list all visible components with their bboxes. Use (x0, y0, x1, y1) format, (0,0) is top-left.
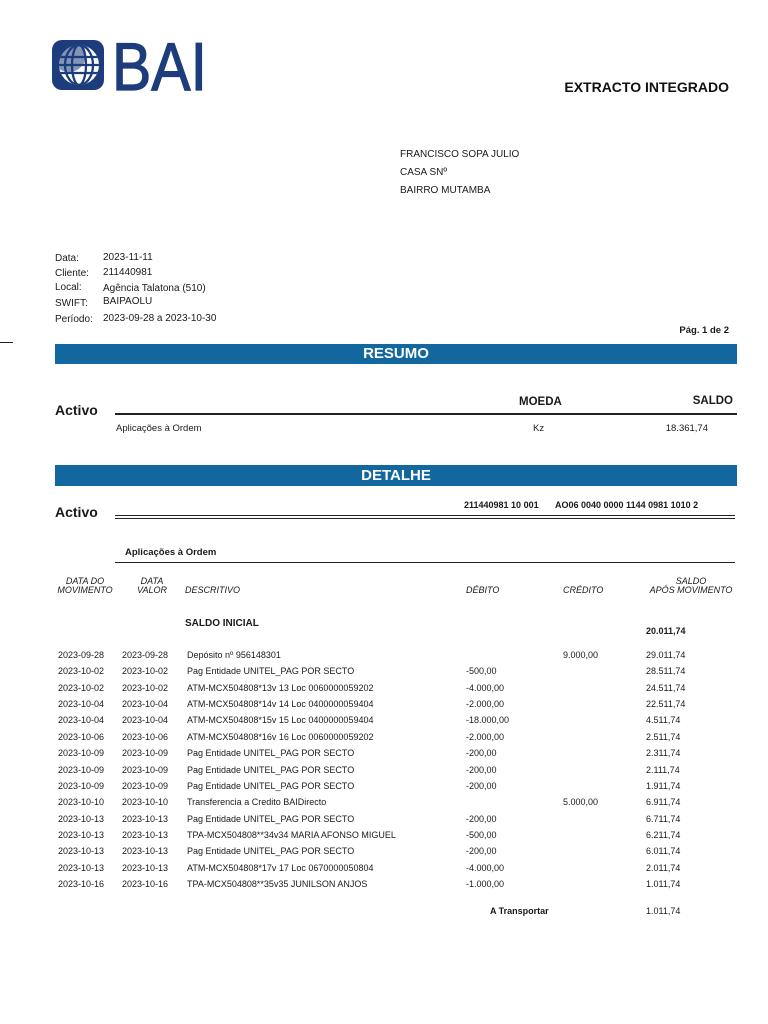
info-value-date: 2023-11-11 (103, 252, 153, 263)
carry-forward-value: 1.011,74 (646, 906, 681, 916)
cell-description: TPA-MCX504808**34v34 MARIA AFONSO MIGUEL (187, 830, 396, 841)
cell-date-movement: 2023-10-02 (58, 682, 105, 693)
address-line-2: BAIRRO MUTAMBA (400, 185, 491, 196)
transaction-row (0, 680, 768, 696)
cell-debit: -200,00 (466, 748, 497, 759)
address-line-1: CASA SNº (400, 167, 448, 178)
opening-balance-value: 20.011,74 (646, 626, 686, 636)
cell-debit: -2.000,00 (466, 698, 505, 709)
summary-currency: Kz (533, 423, 545, 434)
document-title: EXTRACTO INTEGRADO (564, 79, 729, 95)
cell-date-movement: 2023-10-16 (58, 879, 105, 890)
cell-description: TPA-MCX504808**35v35 JUNILSON ANJOS (187, 879, 368, 890)
cell-description: Pag Entidade UNITEL_PAG POR SECTO (187, 764, 355, 775)
col-description: DESCRITIVO (185, 585, 241, 595)
margin-mark (0, 342, 13, 343)
cell-balance: 28.511,74 (646, 666, 686, 677)
carry-forward-label: A Transportar (490, 906, 549, 916)
account-number: 211440981 10 001 (464, 500, 539, 510)
cell-date-value: 2023-10-04 (122, 715, 169, 726)
cell-date-value: 2023-09-28 (122, 649, 169, 660)
summary-account: Aplicações à Ordem (116, 423, 202, 434)
cell-debit: -200,00 (466, 780, 497, 791)
transaction-row (0, 762, 768, 778)
detail-subsection-title: Aplicações à Ordem (125, 547, 217, 558)
info-label-date: Data: (55, 253, 79, 264)
summary-divider (115, 413, 737, 415)
cell-balance: 2.011,74 (646, 862, 681, 873)
cell-date-value: 2023-10-13 (122, 862, 169, 873)
summary-col-currency: MOEDA (519, 396, 562, 408)
info-value-client: 211440981 (103, 267, 153, 278)
cell-date-value: 2023-10-04 (122, 698, 169, 709)
transaction-row (0, 745, 768, 761)
cell-date-movement: 2023-10-04 (58, 715, 105, 726)
info-value-location: Agência Talatona (510) (103, 283, 206, 294)
detail-header-bar: DETALHE (55, 465, 737, 486)
info-label-swift: SWIFT: (55, 298, 88, 309)
cell-description: Pag Entidade UNITEL_PAG POR SECTO (187, 748, 355, 759)
opening-balance-label: SALDO INICIAL (185, 618, 259, 629)
cell-date-value: 2023-10-09 (122, 780, 169, 791)
info-value-period: 2023-09-28 a 2023-10-30 (103, 313, 217, 324)
cell-date-value: 2023-10-02 (122, 666, 169, 677)
cell-date-value: 2023-10-09 (122, 748, 169, 759)
col-balance-after: SALDO APÓS MOVIMENTO (649, 576, 733, 595)
transactions-table (0, 647, 768, 893)
cell-date-movement: 2023-10-13 (58, 830, 105, 841)
cell-date-movement: 2023-10-06 (58, 731, 105, 742)
cell-debit: -2.000,00 (466, 731, 505, 742)
cell-description: ATM-MCX504808*14v 14 Loc 0400000059404 (187, 698, 374, 709)
transaction-row (0, 843, 768, 859)
cell-date-movement: 2023-10-13 (58, 846, 105, 857)
transaction-row (0, 647, 768, 663)
cell-date-value: 2023-10-10 (122, 797, 169, 808)
cell-debit: -4.000,00 (466, 862, 505, 873)
info-label-location: Local: (55, 282, 82, 293)
cell-debit: -18.000,00 (466, 715, 510, 726)
cell-description: ATM-MCX504808*13v 13 Loc 0060000059202 (187, 682, 374, 693)
cell-balance: 2.111,74 (646, 764, 680, 775)
transaction-row (0, 827, 768, 843)
cell-balance: 2.311,74 (646, 748, 681, 759)
cell-date-movement: 2023-10-13 (58, 813, 105, 824)
cell-balance: 6.211,74 (646, 830, 681, 841)
cell-debit: -500,00 (466, 830, 497, 841)
info-value-swift: BAIPAOLU (103, 296, 153, 307)
cell-description: ATM-MCX504808*17v 17 Loc 0670000050804 (187, 862, 374, 873)
cell-date-movement: 2023-10-09 (58, 764, 105, 775)
summary-section-title: Activo (55, 402, 98, 418)
cell-balance: 6.011,74 (646, 846, 681, 857)
transaction-row (0, 811, 768, 827)
cell-balance: 24.511,74 (646, 682, 686, 693)
col-credit: CRÉDITO (563, 585, 604, 595)
transaction-row (0, 712, 768, 728)
cell-date-value: 2023-10-16 (122, 879, 169, 890)
cell-balance: 29.011,74 (646, 649, 686, 660)
transaction-row (0, 860, 768, 876)
info-label-client: Cliente: (55, 268, 89, 279)
transaction-row (0, 876, 768, 892)
transaction-row (0, 729, 768, 745)
cell-date-value: 2023-10-13 (122, 813, 169, 824)
cell-date-movement: 2023-10-04 (58, 698, 105, 709)
bank-logo (52, 29, 208, 105)
transaction-row (0, 778, 768, 794)
cell-debit: -1.000,00 (466, 879, 505, 890)
cell-description: ATM-MCX504808*15v 15 Loc 0400000059404 (187, 715, 374, 726)
cell-description: Depósito nº 956148301 (187, 649, 281, 660)
detail-double-divider (115, 515, 735, 519)
cell-description: Pag Entidade UNITEL_PAG POR SECTO (187, 780, 355, 791)
cell-balance: 1.011,74 (646, 879, 681, 890)
cell-balance: 6.911,74 (646, 797, 681, 808)
cell-date-movement: 2023-10-09 (58, 748, 105, 759)
detail-section-title: Activo (55, 504, 98, 520)
cell-date-movement: 2023-10-02 (58, 666, 105, 677)
summary-balance: 18.361,74 (665, 423, 708, 434)
customer-name: FRANCISCO SOPA JULIO (400, 149, 520, 160)
cell-debit: -200,00 (466, 846, 497, 857)
cell-balance: 1.911,74 (646, 780, 681, 791)
cell-description: ATM-MCX504808*16v 16 Loc 0060000059202 (187, 731, 374, 742)
summary-header-bar: RESUMO (55, 344, 737, 364)
cell-date-value: 2023-10-02 (122, 682, 169, 693)
col-date-value: DATA VALOR (136, 576, 167, 595)
transaction-row (0, 794, 768, 810)
page-number: Pág. 1 de 2 (679, 325, 729, 336)
transaction-row (0, 696, 768, 712)
globe-icon (52, 38, 104, 90)
cell-balance: 4.511,74 (646, 715, 681, 726)
cell-description: Transferencia a Credito BAIDirecto (187, 797, 327, 808)
cell-date-movement: 2023-10-09 (58, 780, 105, 791)
cell-balance: 22.511,74 (646, 698, 686, 709)
cell-date-value: 2023-10-06 (122, 731, 169, 742)
summary-col-balance: SALDO (692, 395, 733, 407)
cell-date-value: 2023-10-13 (122, 846, 169, 857)
cell-debit: -500,00 (466, 666, 497, 677)
subsection-divider (115, 562, 735, 563)
cell-description: Pag Entidade UNITEL_PAG POR SECTO (187, 846, 355, 857)
info-label-period: Período: (55, 314, 93, 325)
cell-date-movement: 2023-10-13 (58, 862, 105, 873)
cell-date-value: 2023-10-09 (122, 764, 169, 775)
cell-balance: 2.511,74 (646, 731, 681, 742)
transaction-row (0, 663, 768, 679)
cell-credit: 9.000,00 (563, 649, 599, 660)
cell-debit: -200,00 (466, 813, 497, 824)
cell-balance: 6.711,74 (646, 813, 681, 824)
cell-credit: 5.000,00 (563, 797, 599, 808)
cell-debit: -200,00 (466, 764, 497, 775)
cell-debit: -4.000,00 (466, 682, 505, 693)
iban: AO06 0040 0000 1144 0981 1010 2 (555, 500, 699, 510)
cell-date-movement: 2023-10-10 (58, 797, 105, 808)
logo-wordmark: BAI (112, 29, 207, 105)
col-date-movement: DATA DO MOVIMENTO (57, 576, 113, 595)
cell-date-movement: 2023-09-28 (58, 649, 105, 660)
col-debit: DÉBITO (466, 585, 500, 595)
cell-date-value: 2023-10-13 (122, 830, 169, 841)
cell-description: Pag Entidade UNITEL_PAG POR SECTO (187, 813, 355, 824)
cell-description: Pag Entidade UNITEL_PAG POR SECTO (187, 666, 355, 677)
